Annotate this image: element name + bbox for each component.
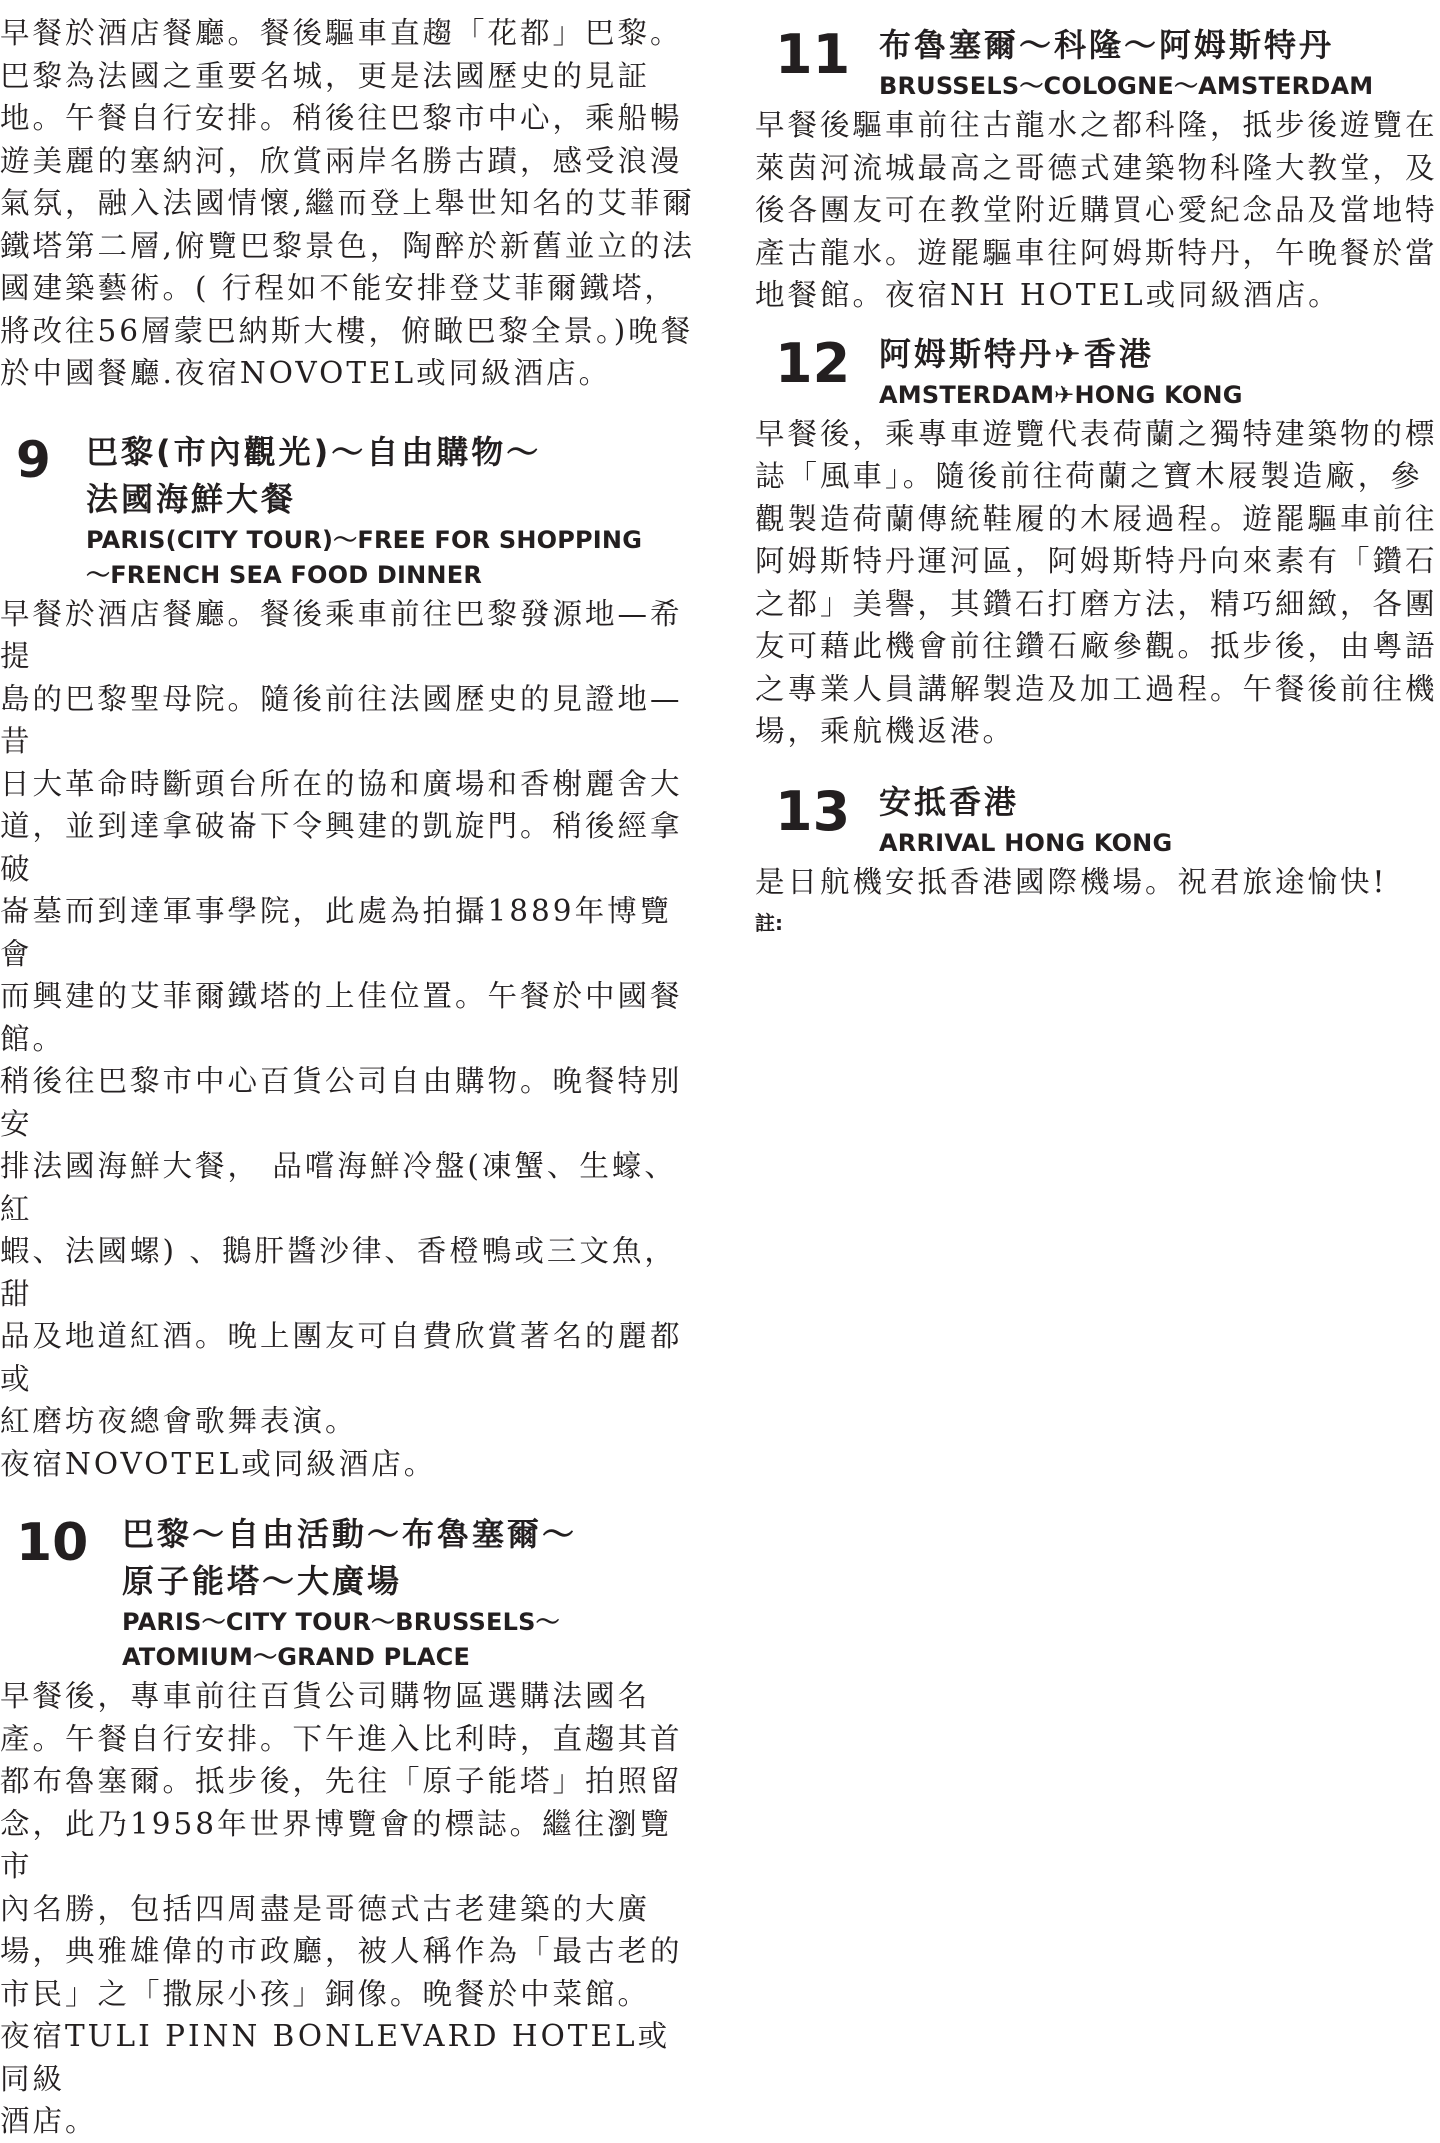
day-13-body: 是日航機安抵香港國際機場。祝君旅途愉快! <box>755 864 1388 899</box>
day-11-body: 早餐後驅車前往古龍水之都科隆，抵步後遊覽在 萊茵河流城最高之哥德式建築物科隆大教堂，及 後各團友可在教堂附近購買心愛紀念品及當地特 產古龍水。遊罷驅車往阿姆斯特丹，午晚餐於當 地餐館。夜宿NH HOTEL或同級酒店。 <box>755 108 1438 312</box>
day-title-chinese: 阿姆斯特丹✈香港 <box>879 334 1154 373</box>
right-column <box>755 0 1440 936</box>
day-title-chinese: 布魯塞爾～科隆～阿姆斯特丹 <box>879 26 1335 64</box>
day-10-body: 早餐後，專車前往百貨公司購物區選購法國名 產。午餐自行安排。下午進入比利時，直趨其首 都布魯塞爾。抵步後，先往「原子能塔」拍照留 念，此乃1958年世界博覽會的標誌。繼往瀏覽市 內名勝，包括四周盡是哥德式古老建築的大廣 場，典雅雄偉的市政廳，被人稱作為「最古老的 市民」之「撒尿小孩」銅像。晚餐於中菜館。 夜宿TULI PINN BONLEVARD HOTEL或同級 酒店。 <box>0 1679 683 2138</box>
left-column <box>0 0 700 2143</box>
day-title-chinese: 巴黎～自由活動～布魯塞爾～ 原子能塔～大廣場 <box>122 1515 578 1600</box>
note-label: 註: <box>755 911 783 935</box>
day-number: 13 <box>775 779 851 843</box>
day-title-chinese: 巴黎(市內觀光)～自由購物～ 法國海鮮大餐 <box>86 432 542 518</box>
day-title-english: BRUSSELS～COLOGNE～AMSTERDAM <box>879 72 1374 100</box>
day-title-english: AMSTERDAM✈HONG KONG <box>879 380 1243 409</box>
day-9-body: 早餐於酒店餐廳。餐後乘車前往巴黎發源地—希提 島的巴黎聖母院。隨後前往法國歷史的見證地—昔 日大革命時斷頭台所在的協和廣場和香榭麗舍大 道，並到達拿破崙下令興建的凱旋門。稍後經拿破 崙墓而到達軍事學院，此處為拍攝1889年博覽會 而興建的艾菲爾鐵塔的上佳位置。午餐於中國餐館。 稍後往巴黎市中心百貨公司自由購物。晚餐特別安 排法國海鮮大餐， 品嚐海鮮冷盤(凍蟹、生蠔、紅 蝦、法國螺) 、鵝肝醬沙律、香橙鴨或三文魚，甜 品及地道紅酒。晚上團友可自費欣賞著名的麗都或 紅磨坊夜總會歌舞表演。 夜宿NOVOTEL或同級酒店。 <box>0 596 683 1481</box>
day-12-header <box>755 331 1440 413</box>
day-title-english: PARIS～CITY TOUR～BRUSSELS～ ATOMIUM～GRAND PLACE <box>122 1608 560 1671</box>
day-10-header <box>0 1511 700 1675</box>
day-title-chinese: 安抵香港 <box>879 782 1020 821</box>
day-title-english: ARRIVAL HONG KONG <box>879 828 1173 857</box>
day-13-header <box>755 779 1440 861</box>
day-title-english: PARIS(CITY TOUR)～FREE FOR SHOPPING ～FRENCH SEA FOOD DINNER <box>86 525 643 589</box>
day-number: 12 <box>775 331 851 395</box>
day-number: 10 <box>16 1513 89 1573</box>
day-number: 11 <box>775 23 851 86</box>
day-11-header <box>755 22 1440 104</box>
day-12-body: 早餐後，乘專車遊覽代表荷蘭之獨特建築物的標 誌「風車」。隨後前往荷蘭之寶木屐製造廠，參 觀製造荷蘭傳統鞋履的木屐過程。遊罷驅車前往 阿姆斯特丹運河區，阿姆斯特丹向來素有「鑽石 之都」美譽，其鑽石打磨方法，精巧細緻，各團 友可藉此機會前往鑽石廠參觀。抵步後，由粵語 之專業人員講解製造及加工過程。午餐後前往機 場，乘航機返港。 <box>755 416 1438 748</box>
day-8-continued-text: 早餐於酒店餐廳。餐後驅車直趨「花都」巴黎。 巴黎為法國之重要名城，更是法國歷史的見証 地。午餐自行安排。稍後往巴黎市中心，乘船暢 遊美麗的塞納河，欣賞兩岸名勝古蹟，感受浪漫 氣氛，融入法國情懷,繼而登上舉世知名的艾菲爾 鐵塔第二層,俯覽巴黎景色，陶醉於新舊並立的法 國建築藝術。( 行程如不能安排登艾菲爾鐵塔， 將改往56層蒙巴納斯大樓，俯瞰巴黎全景。)晚餐 於中國餐廳.夜宿NOVOTEL或同級酒店。 <box>0 16 695 390</box>
day-number: 9 <box>16 430 51 489</box>
day-9-header <box>0 429 700 593</box>
